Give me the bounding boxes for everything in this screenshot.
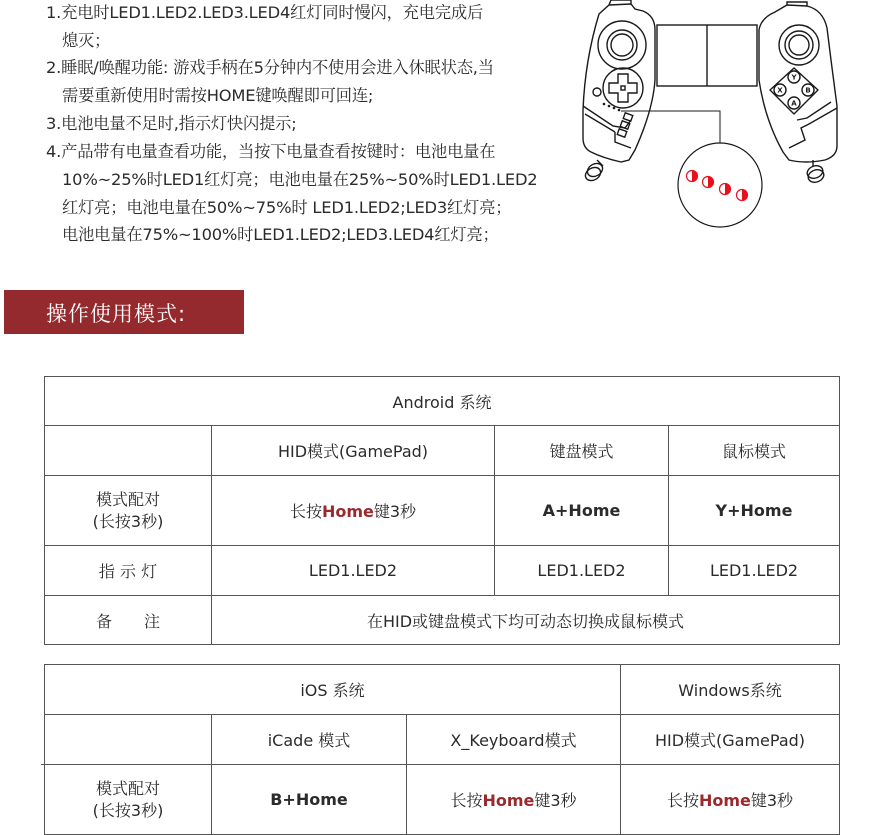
mode-header-xkeyboard: X_Keyboard模式	[407, 715, 621, 765]
gamepad-bridge	[657, 25, 757, 86]
pair-label-hint: (长按3秒)	[92, 800, 164, 820]
pair-label-cell	[45, 476, 212, 546]
table-row	[45, 596, 840, 645]
table-row	[45, 546, 840, 596]
a-button-label: A	[791, 99, 797, 108]
pair-text: 键3秒	[373, 502, 417, 521]
note-line: 熄灭；	[62, 30, 111, 50]
pair-label-cell	[45, 765, 212, 835]
mode-header-icade: iCade 模式	[212, 715, 407, 765]
left-foot-icon	[583, 160, 605, 183]
windows-title-cell: Windows系统	[621, 665, 840, 715]
mode-header-hid: HID模式(GamePad)	[621, 715, 840, 765]
pair-label: 模式配对	[95, 489, 160, 509]
table-row	[45, 715, 840, 765]
home-key: Home	[482, 791, 535, 810]
left-grip	[583, 0, 655, 183]
pair-label-hint: (长按3秒)	[92, 511, 164, 531]
home-key: Home	[698, 791, 751, 810]
dpad-icon	[603, 68, 643, 108]
pair-mouse-cell: Y+Home	[669, 476, 840, 546]
x-button-label: X	[777, 86, 783, 95]
pair-label: 模式配对	[95, 778, 160, 798]
table-row	[45, 765, 840, 835]
ios-windows-mode-table	[44, 664, 840, 835]
section-banner	[4, 290, 244, 334]
pair-hid-cell	[621, 765, 840, 835]
pair-keyboard-cell: A+Home	[495, 476, 669, 546]
mode-header-keyboard: 键盘模式	[495, 426, 669, 476]
android-mode-table	[44, 376, 840, 645]
pair-hid-cell	[212, 476, 495, 546]
pair-xkeyboard-cell	[407, 765, 621, 835]
led1-icon	[687, 171, 698, 182]
note-line: 需要重新使用时需按HOME键唤醒即可回连;	[62, 86, 374, 105]
pair-text: 长按	[450, 791, 483, 810]
mode-header-hid: HID模式(GamePad)	[212, 426, 495, 476]
gamepad-diagram	[575, 0, 870, 240]
led2-icon	[703, 177, 714, 188]
y-button-label: Y	[791, 73, 797, 82]
note-line: 红灯亮；电池电量在50%~75%时 LED1.LED2;LED3红灯亮；	[62, 198, 512, 217]
empty-cell	[45, 426, 212, 476]
table-row	[45, 665, 840, 715]
pair-text: 长按	[289, 502, 322, 521]
ios-title-cell: iOS 系统	[45, 665, 621, 715]
note-line: 2.睡眠/唤醒功能: 游戏手柄在5分钟内不使用会进入休眠状态,当	[46, 58, 494, 77]
section-title: 操作使用模式:	[46, 302, 187, 326]
table-divider-stub	[41, 764, 45, 765]
note-label-cell: 备 注	[45, 596, 212, 645]
note-cell: 在HID或键盘模式下均可动态切换成鼠标模式	[212, 596, 840, 645]
pair-text: 键3秒	[750, 791, 794, 810]
led4-icon	[737, 190, 748, 201]
right-grip	[759, 2, 837, 184]
led-hid-cell: LED1.LED2	[212, 546, 495, 596]
led-callout-circle	[678, 143, 762, 227]
led-mouse-cell: LED1.LED2	[669, 546, 840, 596]
table-row	[45, 377, 840, 426]
home-key: Home	[321, 502, 374, 521]
table-row	[45, 426, 840, 476]
note-line: 1.充电时LED1.LED2.LED3.LED4红灯同时慢闪，充电完成后	[46, 3, 484, 22]
note-line: 4.产品带有电量查看功能，当按下电量查看按键时：电池电量在	[46, 142, 496, 161]
led-indicators	[687, 171, 748, 201]
leader-line	[621, 111, 720, 143]
left-thumbstick-icon	[598, 21, 646, 69]
empty-cell	[45, 715, 212, 765]
b-button-label: B	[805, 86, 811, 95]
android-title-cell: Android 系统	[45, 377, 840, 426]
right-foot-icon	[805, 160, 825, 184]
note-line: 电池电量在75%~100%时LED1.LED2;LED3.LED4红灯亮；	[62, 225, 499, 244]
pair-icade-cell: B+Home	[212, 765, 407, 835]
mode-header-mouse: 鼠标模式	[669, 426, 840, 476]
led-label-cell: 指 示 灯	[45, 546, 212, 596]
led-keyboard-cell: LED1.LED2	[495, 546, 669, 596]
table-row	[45, 476, 840, 546]
note-line: 3.电池电量不足时,指示灯快闪提示;	[46, 114, 297, 133]
note-line: 10%~25%时LED1红灯亮；电池电量在25%~50%时LED1.LED2	[62, 170, 538, 189]
pair-text: 键3秒	[534, 791, 577, 810]
pair-text: 长按	[666, 791, 699, 810]
right-thumbstick-icon	[779, 25, 819, 65]
led3-icon	[720, 184, 731, 195]
